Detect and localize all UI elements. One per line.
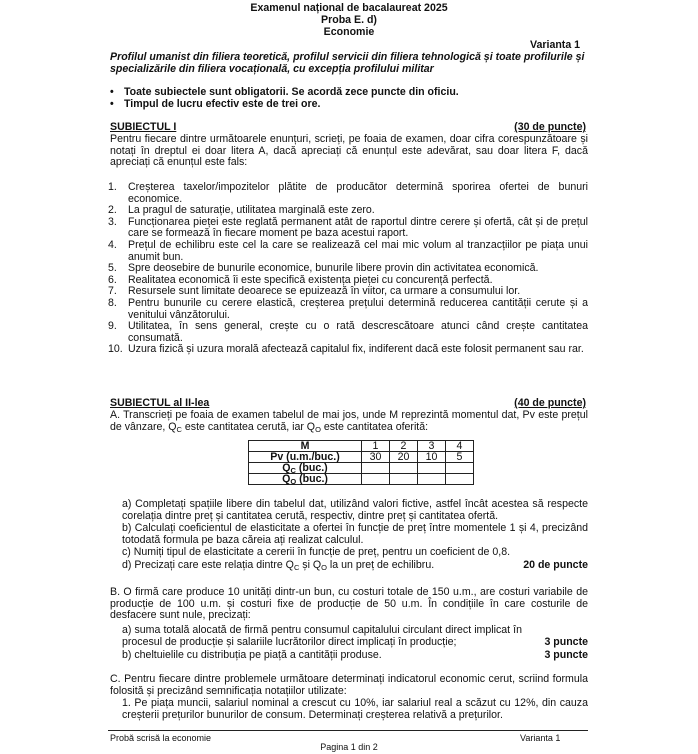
table-row: [249, 452, 474, 463]
table-row: [249, 463, 474, 474]
table-cell: [418, 463, 446, 474]
part-b-b-points: 3 puncte: [544, 649, 588, 661]
list-item: 9. Utilitatea, în sens general, crește cu o rată descrescătoare atunci când crește cantitatea consumată.: [108, 320, 588, 344]
list-item: 6. Realitatea economică îi este specifică existența pieței cu concurență perfectă.: [108, 273, 493, 286]
table-row: [249, 441, 474, 452]
table-cell: 3: [418, 441, 446, 452]
table-cell: M: [249, 441, 362, 452]
footer-page: Pagina 1 din 2: [320, 742, 378, 752]
table-row: [249, 474, 474, 485]
table-cell: $Q_O$ (buc.): [249, 474, 362, 485]
table-cell: 2: [390, 441, 418, 452]
part-c-1: 1. Pe piața muncii, salariul nominal a crescut cu 10%, iar salariul real a scăzut cu 12%, din cauza creșterii prețurilor bunurilor de consum. Determinați creșterea relativă a prețurilor.: [122, 697, 588, 721]
table-cell: [446, 463, 474, 474]
table-cell: [362, 474, 390, 485]
list-item: 5. Spre deosebire de bunurile economice, bunurile libere provin din activitatea economică.: [108, 262, 539, 275]
rule-item: • Toate subiectele sunt obligatorii. Se acordă zece puncte din oficiu.: [108, 87, 459, 99]
list-item: 3. Funcționarea pieței este reglată permanent atât de raportul dintre cerere și ofertă, cât și de prețul care se formează în fiecare moment pe baza acestui raport.: [108, 215, 588, 240]
list-item: 4. Prețul de echilibru este cel la care se realizează cel mai mic volum al tranzacțiilor pe piața unui anumit bun.: [108, 238, 588, 263]
part-b-a: a) suma totală alocată de firmă pentru consumul capitalului circulant direct implicat în procesul de producție și salariile lucrătorilor direct implicați în producție; 3 puncte: [122, 624, 588, 648]
exam-title: Examenul național de bacalaureat 2025: [250, 2, 448, 14]
table-cell: [390, 474, 418, 485]
table-cell: $Q_C$ (buc.): [249, 463, 362, 474]
part-a-b: b) Calculați coeficientul de elasticitate a ofertei în funcție de preț între momentele 1 și 4, precizând totodată formula pe baza căreia ați realizat calculul.: [122, 522, 588, 546]
table-cell: 30: [362, 452, 390, 463]
subject-1-points: (30 de puncte): [514, 121, 586, 133]
list-item: 7. Resursele sunt limitate deoarece se epuizează în viitor, ca urmare a consumului lor.: [108, 285, 521, 298]
rule-item: • Timpul de lucru efectiv este de trei ore.: [108, 99, 459, 111]
part-b-intro: B. O firmă care produce 10 unități dintr-un bun, cu costuri totale de 150 u.m., are costuri variabile de producție de 100 u.m. și costuri fixe de producție de 50 u.m. În condițiile în care costurile de desfacere sunt nule, precizați:: [110, 586, 588, 622]
probe-title: Proba E. d): [321, 14, 377, 26]
list-item: 10. Uzura fizică și uzura morală afectează capitalul fix, indiferent dacă este folosit permanent sau rar.: [108, 343, 584, 356]
subject-2-title: SUBIECTUL al II-lea: [110, 397, 210, 409]
footer-left: Probă scrisă la economie: [110, 733, 212, 743]
part-a-points: 20 de puncte: [523, 559, 588, 571]
part-c-intro: C. Pentru fiecare dintre problemele următoare determinați indicatorul economic cerut, scriind formula folosită și precizând semnificația notațiilor utilizate:: [110, 673, 588, 697]
profile-text: Profilul umanist din filiera teoretică, profilul servicii din filiera tehnologică și toate profilurile și specializările din filiera vocațională, cu excepția profilului militar: [110, 51, 585, 75]
subject-1-intro: Pentru fiecare dintre următoarele enunțuri, scrieți, pe foaia de examen, doar cifra corespunzătoare și notați în dreptul ei doar litera A, dacă apreciați că enunțul este adevărat, sau doar litera F, dacă apreciați că enunțul este fals:: [110, 133, 588, 169]
price-quantity-table: [248, 440, 474, 485]
list-item: 1. Creșterea taxelor/impozitelor plătite de producător determină sporirea ofertei de bunuri economice.: [108, 181, 588, 205]
table-cell: 5: [446, 452, 474, 463]
rules-list: [108, 87, 459, 110]
subject-2-header: [110, 398, 586, 410]
list-item: 8. Pentru bunurile cu cerere elastică, creșterea prețului determină reducerea cantității cerute și a venitului vânzătorului.: [108, 296, 588, 321]
part-a-c: c) Numiți tipul de elasticitate a cererii în funcție de preț, pentru un coeficient de 0,8.: [122, 546, 511, 558]
footer-right: Varianta 1: [520, 733, 561, 743]
table-cell: 10: [418, 452, 446, 463]
list-item: 2. La pragul de saturație, utilitatea marginală este zero.: [108, 204, 375, 217]
part-a-intro: A. Transcrieți pe foaia de examen tabelul de mai jos, unde M reprezintă momentul dat, Pv este prețul de vânzare, $Q_C$ este cantitatea cerută, iar $Q_O$ este cantitatea oferită:: [110, 409, 588, 434]
table-cell: Pv (u.m./buc.): [249, 452, 362, 463]
table-cell: [446, 474, 474, 485]
footer-divider: [108, 730, 588, 731]
variant-label: Varianta 1: [530, 39, 581, 51]
table-cell: [362, 463, 390, 474]
part-b-a-points: 3 puncte: [544, 636, 588, 648]
subject-1-title: SUBIECTUL I: [110, 121, 177, 133]
table-cell: [418, 474, 446, 485]
subject-2-points: (40 de puncte): [514, 397, 586, 409]
part-a-a: a) Completați spațiile libere din tabelul dat, utilizând valori fictive, astfel încât acestea să respecte corelația dintre preț și cantitatea cerută, respectiv, dintre preț și cantitatea ofertă.: [122, 498, 588, 522]
part-b-b: b) cheltuielile cu distribuția pe piață a cantității produse. 3 puncte: [122, 649, 588, 661]
subject-1-items: [108, 182, 588, 356]
table-cell: 1: [362, 441, 390, 452]
subject-title: Economie: [323, 26, 375, 38]
table-cell: 4: [446, 441, 474, 452]
subject-1-header: [110, 122, 586, 134]
part-a-d: d) Precizați care este relația dintre $Q_C$ și $Q_O$ la un preț de echilibru. 20 de puncte: [122, 559, 588, 572]
table-cell: [390, 463, 418, 474]
table-cell: 20: [390, 452, 418, 463]
